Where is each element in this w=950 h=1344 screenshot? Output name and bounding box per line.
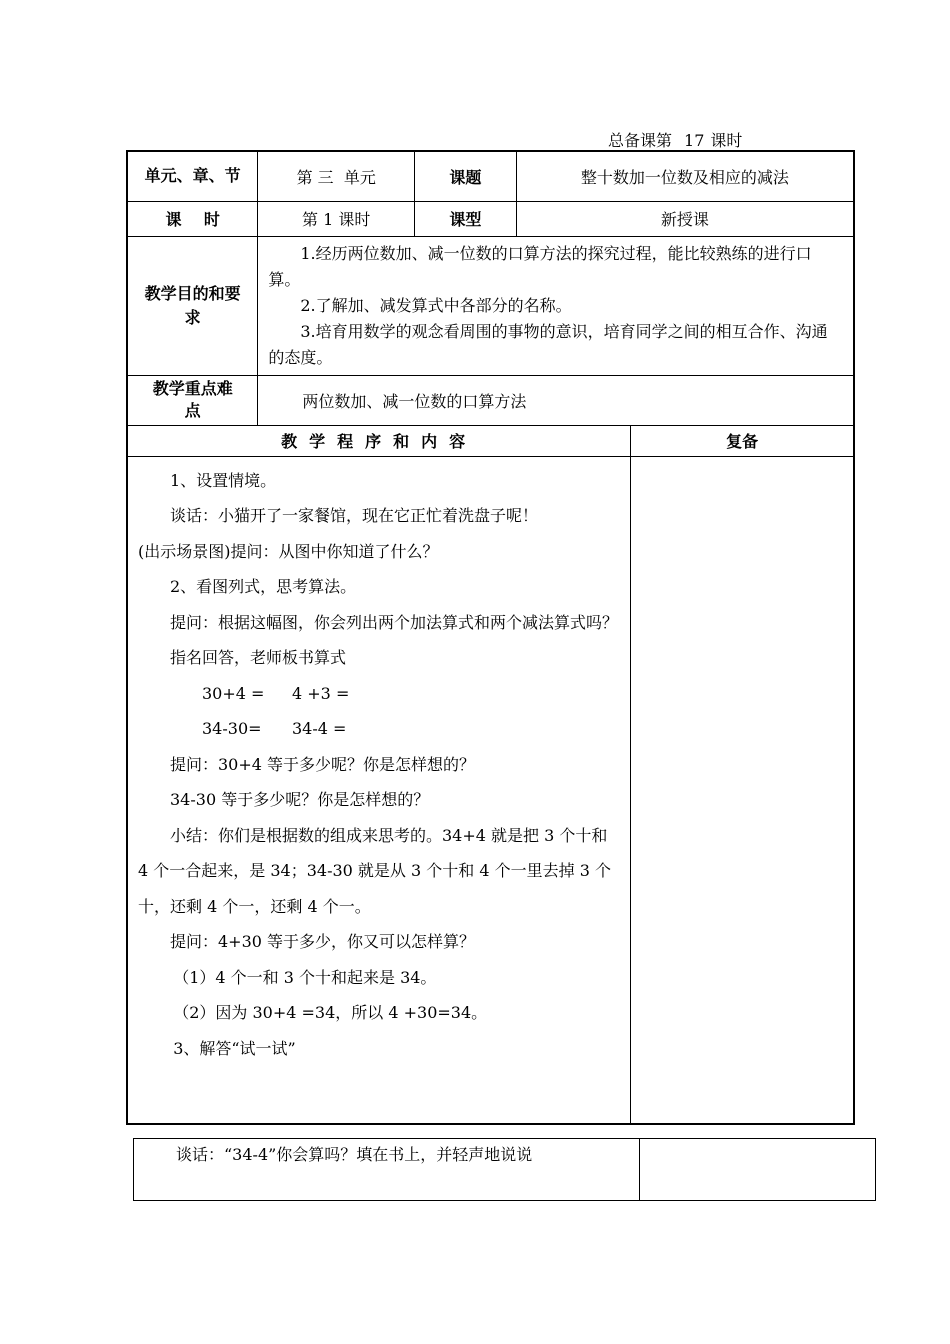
content-line: 小结：你们是根据数的组成来思考的。34+4 就是把 3 个十和 4 个一合起来，是 34；34-30 就是从 3 个十和 4 个一里去掉 3 个十，还剩 4 个一，还剩 4 个一。: [138, 825, 611, 916]
continuation-content-cell: [134, 1139, 640, 1201]
procedure-content-cell: [127, 456, 631, 1124]
lesson-count-header: [608, 128, 742, 151]
lesson-number: 17: [672, 131, 710, 151]
type-value: 新授课: [660, 210, 709, 229]
content-line: 2、看图列式，思考算法。: [170, 577, 357, 596]
content-line: （2）因为 30+4 =34，所以 4 +30=34。: [173, 1003, 488, 1022]
type-label: 课型: [449, 210, 482, 229]
goals-cell: [258, 236, 854, 375]
review-header-cell: [631, 425, 854, 456]
content-line: (出示场景图)提问：从图中你知道了什么？: [138, 541, 439, 561]
focus-value: 两位数加、减一位数的口算方法: [302, 391, 527, 411]
content-line: 提问：4+30 等于多少，你又可以怎样算？: [170, 932, 476, 951]
content-line: （1）4 个一和 3 个十和起来是 34。: [173, 967, 437, 987]
lesson-plan-table: [126, 150, 855, 1125]
period-value-cell: [258, 201, 415, 236]
continuation-review-cell: [640, 1139, 876, 1201]
content-line: 指名回答，老师板书算式: [170, 648, 347, 667]
content-line: 提问：根据这幅图，你会列出两个加法算式和两个减法算式吗？: [170, 612, 619, 632]
topic-value-cell: [516, 151, 854, 201]
focus-label-cell: [127, 375, 258, 425]
period-value: 第 1 课时: [302, 210, 371, 229]
goals-label: 教学目的和要求: [144, 283, 241, 327]
formula: 30+4 =: [202, 683, 265, 703]
topic-label-cell: [415, 151, 517, 201]
goal-item: 1.经历两位数加、减一位数的口算方法的探究过程，能比较熟练的进行口算。: [268, 243, 812, 289]
type-value-cell: [516, 201, 854, 236]
formula: 34-4 =: [292, 719, 347, 738]
content-line: 34-30 等于多少呢？你是怎样想的？: [170, 790, 430, 809]
header-suffix: 课时: [710, 131, 743, 150]
focus-value-cell: [258, 375, 854, 425]
unit-label-cell: [127, 151, 258, 201]
content-line: 3、解答“试一试”: [173, 1038, 296, 1058]
goal-item: 2.了解加、减发算式中各部分的名称。: [300, 295, 572, 315]
continuation-line: 谈话：“34-4”你会算吗？填在书上，并轻声地说说: [176, 1145, 533, 1164]
formula-row: [138, 676, 622, 712]
formula-row: [138, 711, 622, 747]
goal-item: 3.培育用数学的观念看周围的事物的意识，培育同学之间的相互合作、沟通的态度。: [268, 321, 828, 367]
procedure-header-cell: [127, 425, 631, 456]
formula: 4 +3 =: [292, 683, 350, 703]
focus-label: 教学重点难点: [152, 379, 233, 420]
content-line: 1、设置情境。: [170, 470, 277, 490]
header-prefix: 总备课第: [608, 131, 673, 150]
unit-label: 单元、章、节: [144, 166, 241, 186]
topic-label: 课题: [449, 167, 482, 187]
review-content-cell: [631, 456, 854, 1124]
unit-value: 第 三 单元: [296, 167, 376, 187]
content-line: 谈话：小猫开了一家餐馆，现在它正忙着洗盘子呢！: [170, 506, 539, 525]
topic-value: 整十数加一位数及相应的减法: [580, 167, 789, 187]
formula: 34-30=: [202, 719, 262, 738]
content-line: 提问：30+4 等于多少呢？你是怎样想的？: [170, 754, 476, 774]
period-label: 课 时: [165, 210, 220, 229]
goals-label-cell: [127, 236, 258, 375]
type-label-cell: [415, 201, 517, 236]
period-label-cell: [127, 201, 258, 236]
review-header: 复备: [726, 432, 759, 451]
unit-value-cell: [258, 151, 415, 201]
continuation-table: [133, 1138, 876, 1201]
procedure-header: 教学程序和内容: [281, 432, 478, 451]
